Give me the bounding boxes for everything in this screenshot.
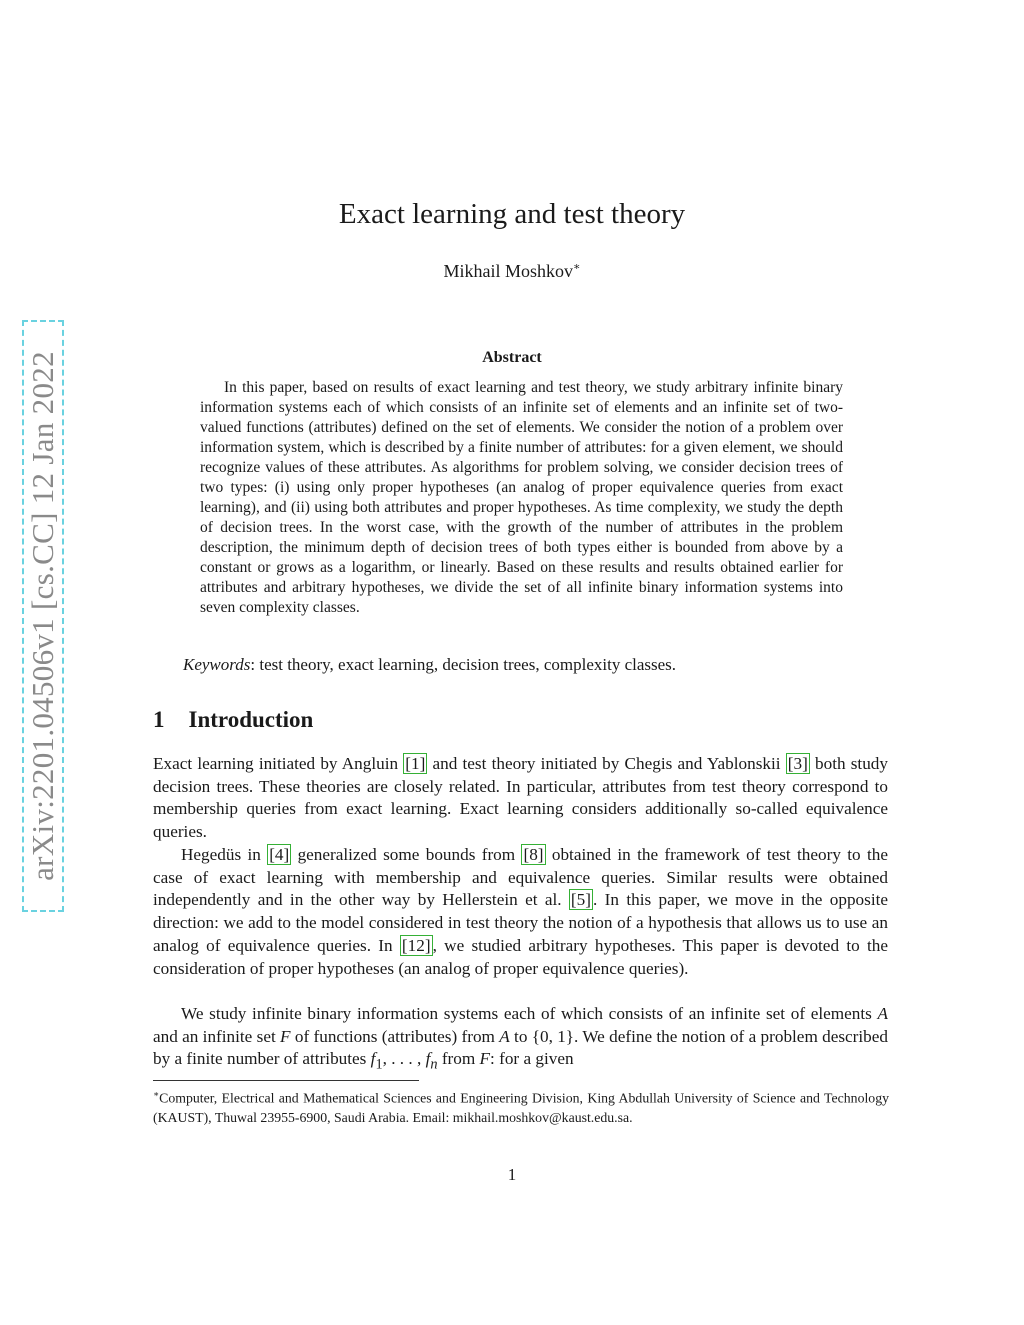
paragraph-text: , we studied arbitrary hypotheses. This paper is devoted to the consideration of proper hypotheses (an analog of proper equivalence queries). <box>153 935 888 978</box>
paragraph-text: . In this paper, we move in the opposite direction: we add to the model considered in test theory the notion of a hypothesis that allows us to use an analog of equivalence queries. In <box>153 890 889 955</box>
citation-link[interactable]: [8] <box>523 845 544 864</box>
section-title: Introduction <box>188 707 314 732</box>
paragraph-3 <box>153 1003 888 1077</box>
paragraph-text: both study decision trees. These theories are closely related. In particular, attributes from test theory correspond to membership queries from exact learning. Exact learning considers additionally so-called equivalence queries. <box>153 754 888 842</box>
footnote <box>153 1085 889 1127</box>
math-symbol: f <box>370 1049 376 1069</box>
citation-link[interactable]: [5] <box>570 890 591 910</box>
paragraph-1 <box>153 753 888 844</box>
footnote-text: Computer, Electrical and Mathematical Sciences and Engineering Division, King Abdullah University of Science and Technology (KAUST), Thuwal 23955-6900, Saudi Arabia. Email: mikhail.moshkov@kaust.edu.sa. <box>153 1090 889 1125</box>
section-number: 1 <box>153 707 165 732</box>
arxiv-identifier-stamp[interactable] <box>22 320 64 912</box>
abstract-body: In this paper, based on results of exact learning and test theory, we study arbitrary infinite binary information systems each of which consists of an infinite set of elements and an infinite set of two-valued functions (attributes) defined on the set of elements. We consider the notion of a problem over information system, which is described by a finite number of attributes: for a given element, we should recognize values of these attributes. As algorithms for problem solving, we consider decision trees of two types: (i) using only proper hypotheses (an analog of proper equivalence queries from exact learning), and (ii) using both attributes and proper hypotheses. As time complexity, we study the depth of decision trees. In the worst case, with the growth of the number of attributes in the problem description, the minimum depth of decision trees of both types either is bounded from above by a constant or grows as a logarithm, or linearly. Based on these results and results obtained earlier for attributes and arbitrary hypotheses, we divide the set of all infinite binary information systems into seven complexity classes. <box>200 379 843 616</box>
paragraph-text: We study infinite binary information systems each of which consists of an infinite set of elements <box>181 1004 878 1023</box>
math-subscript: n <box>430 1056 438 1073</box>
paragraph-text: and test theory initiated by Chegis and Yablonskii <box>427 754 786 773</box>
paragraph-2 <box>153 844 888 980</box>
abstract-heading: Abstract <box>482 349 542 366</box>
paragraph-text: : for a given <box>490 1049 574 1069</box>
paragraph-text: from <box>437 1049 480 1069</box>
paragraph-text: Exact learning initiated by Angluin <box>153 754 404 773</box>
math-symbol: A <box>877 1004 888 1023</box>
citation-link[interactable]: [4] <box>269 845 290 864</box>
paragraph-text: and an infinite set <box>153 1026 281 1046</box>
paragraph-text: generalized some bounds from <box>291 845 522 864</box>
author-footnote-mark[interactable]: ∗ <box>573 261 581 273</box>
citation-link[interactable]: [1] <box>405 754 426 773</box>
paragraph-text: to {0, 1}. We define the notion of a problem described by a finite number of attributes <box>153 1026 888 1069</box>
math-subscript: 1 <box>375 1056 383 1073</box>
citation-link[interactable]: [12] <box>401 935 431 955</box>
paragraph-text: of functions (attributes) from <box>290 1026 500 1046</box>
keywords-line <box>183 655 863 675</box>
footnote-mark: ∗ <box>153 1089 160 1099</box>
math-symbol: f <box>425 1049 431 1069</box>
citation-link[interactable]: [3] <box>787 754 808 773</box>
footnote-divider <box>153 1080 419 1081</box>
section-heading <box>153 707 313 733</box>
math-symbol: F <box>479 1049 491 1069</box>
paragraph-text: Hegedüs in <box>181 845 268 864</box>
author-name: Mikhail Moshkov <box>443 261 574 281</box>
paragraph-text: , . . . , <box>382 1049 426 1069</box>
paper-title: Exact learning and test theory <box>338 198 686 230</box>
keywords-text: : test theory, exact learning, decision trees, complexity classes. <box>250 655 677 674</box>
keywords-label: Keywords <box>183 655 251 674</box>
math-symbol: A <box>499 1026 510 1046</box>
paragraph-text: obtained in the framework of test theory to the case of exact learning with membership and equivalence queries. Similar results were obtained independently and in the other way by Hellerstein et al. <box>153 845 888 910</box>
page-number: 1 <box>507 1165 517 1184</box>
arxiv-identifier-text: arXiv:2201.04506v1 [cs.CC] 12 Jan 2022 <box>25 351 60 881</box>
author-line <box>0 260 1024 282</box>
math-symbol: F <box>280 1026 291 1046</box>
